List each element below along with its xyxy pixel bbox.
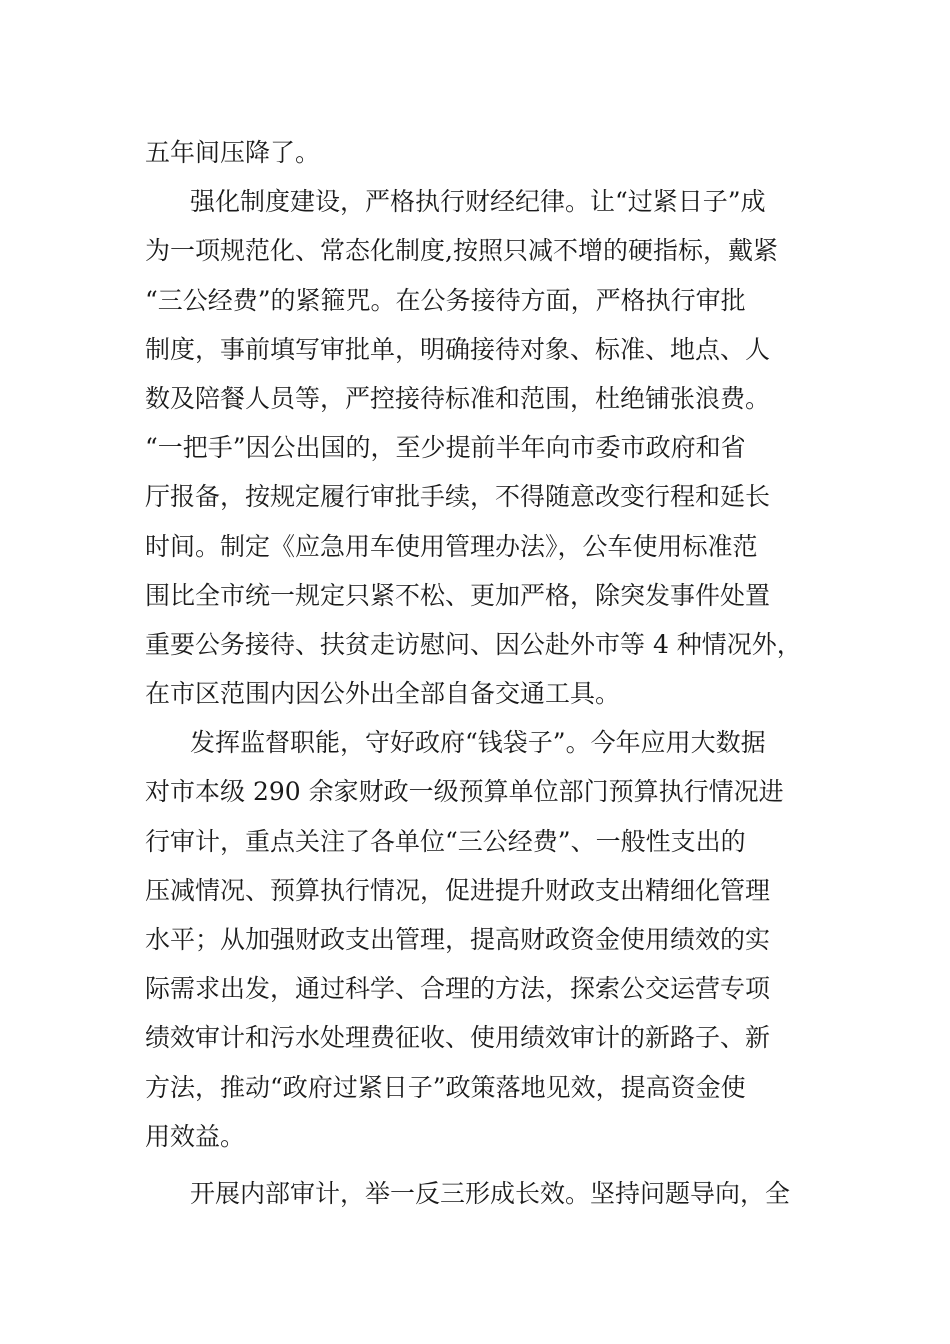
text-line: 压减情况、预算执行情况，促进提升财政支出精细化管理 xyxy=(145,875,771,905)
paragraph-continuation xyxy=(145,128,825,177)
text-line: 用效益。 xyxy=(145,1121,246,1151)
text-line: 重要公务接待、扶贫走访慰问、因公赴外市等 4 种情况外， xyxy=(145,629,802,659)
text-line: 为一项规范化、常态化制度,按照只减不增的硬指标，戴紧 xyxy=(145,236,778,266)
text-line: “一把手”因公出国的，至少提前半年向市委市政府和省 xyxy=(145,433,746,463)
paragraph-system-building xyxy=(145,177,825,718)
paragraph-supervision xyxy=(145,718,825,1161)
paragraph-gap xyxy=(145,1161,825,1169)
text-line: 际需求出发，通过科学、合理的方法，探索公交运营专项 xyxy=(145,974,771,1004)
text-line: 水平；从加强财政支出管理，提高财政资金使用绩效的实 xyxy=(145,925,771,954)
text-line: 绩效审计和污水处理费征收、使用绩效审计的新路子、新 xyxy=(145,1023,771,1053)
text-line: 开展内部审计，举一反三形成长效。坚持问题导向，全 xyxy=(190,1178,791,1208)
document-body xyxy=(145,128,825,1218)
text-line: 制度，事前填写审批单，明确接待对象、标准、地点、人 xyxy=(145,334,771,364)
text-line: 在市区范围内因公外出全部自备交通工具。 xyxy=(145,679,621,709)
text-line: 发挥监督职能，守好政府“钱袋子”。今年应用大数据 xyxy=(190,728,766,758)
text-line: 行审计，重点关注了各单位“三公经费”、一般性支出的 xyxy=(145,826,746,856)
text-line: 数及陪餐人员等，严控接待标准和范围，杜绝铺张浪费。 xyxy=(145,383,771,413)
text-line: 强化制度建设，严格执行财经纪律。让“过紧日子”成 xyxy=(190,187,766,217)
text-line: 对市本级 290 余家财政一级预算单位部门预算执行情况进 xyxy=(145,777,784,807)
text-line: 方法，推动“政府过紧日子”政策落地见效，提高资金使 xyxy=(145,1072,746,1102)
text-line: 厅报备，按规定履行审批手续，不得随意改变行程和延长 xyxy=(145,482,771,512)
text-line: “三公经费”的紧箍咒。在公务接待方面，严格执行审批 xyxy=(145,285,746,315)
text-line: 时间。制定《应急用车使用管理办法》，公车使用标准范 xyxy=(145,531,758,561)
text-line: 围比全市统一规定只紧不松、更加严格，除突发事件处置 xyxy=(145,580,771,610)
paragraph-internal-audit xyxy=(145,1169,825,1218)
text-line: 五年间压降了。 xyxy=(145,138,321,167)
